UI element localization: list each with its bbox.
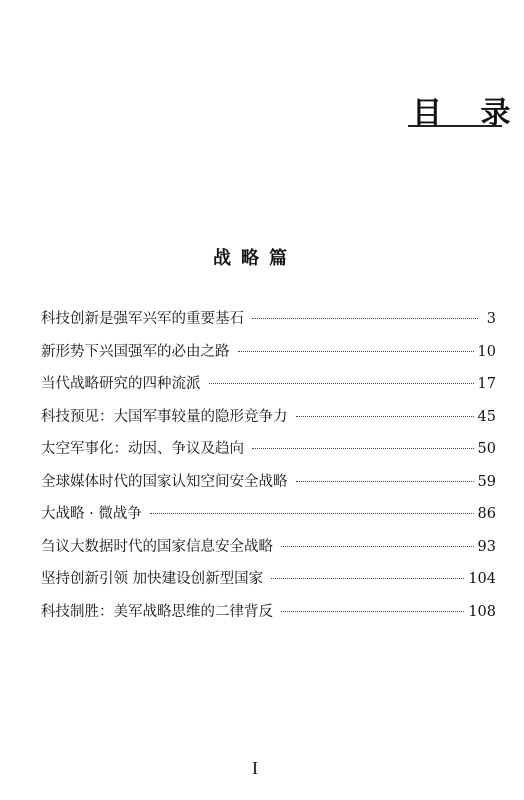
toc-entry-page: 93 bbox=[477, 538, 496, 555]
dot-leader bbox=[271, 578, 464, 579]
toc-entry-title: 科技制胜：美军战略思维的二律背反 bbox=[41, 603, 273, 620]
toc-entry-title: 新形势下兴国强军的必由之路 bbox=[41, 343, 230, 360]
toc-entry[interactable] bbox=[41, 473, 496, 506]
toc-entry[interactable] bbox=[41, 538, 496, 571]
toc-entry-page: 59 bbox=[477, 473, 496, 490]
toc-entry[interactable] bbox=[41, 375, 496, 408]
dot-leader bbox=[252, 448, 474, 449]
toc-entry-page: 108 bbox=[468, 603, 496, 620]
table-of-contents bbox=[41, 310, 496, 635]
toc-entry-title: 刍议大数据时代的国家信息安全战略 bbox=[41, 538, 273, 555]
heading-underline bbox=[408, 125, 502, 127]
toc-entry-title: 科技创新是强军兴军的重要基石 bbox=[41, 311, 244, 327]
toc-entry-title: 全球媒体时代的国家认知空间安全战略 bbox=[41, 473, 288, 490]
dot-leader bbox=[150, 513, 474, 514]
toc-entry[interactable] bbox=[41, 440, 496, 473]
toc-heading: 目 录 bbox=[412, 96, 524, 131]
toc-entry[interactable] bbox=[41, 570, 496, 603]
toc-entry-title: 太空军事化：动因、争议及趋向 bbox=[41, 441, 244, 457]
toc-entry-page: 45 bbox=[477, 408, 496, 425]
toc-entry-page: 104 bbox=[468, 571, 496, 587]
dot-leader bbox=[252, 318, 478, 319]
toc-entry[interactable] bbox=[41, 603, 496, 636]
toc-entry-title: 科技预见：大国军事较量的隐形竞争力 bbox=[41, 408, 288, 425]
toc-entry-title: 当代战略研究的四种流派 bbox=[41, 376, 201, 392]
toc-entry-page: 17 bbox=[477, 376, 496, 392]
page-number: I bbox=[252, 758, 258, 778]
dot-leader bbox=[296, 416, 474, 417]
dot-leader bbox=[209, 383, 474, 384]
toc-entry[interactable] bbox=[41, 343, 496, 376]
dot-leader bbox=[281, 611, 464, 612]
toc-entry[interactable] bbox=[41, 408, 496, 441]
toc-entry-title: 大战略 · 微战争 bbox=[41, 506, 142, 522]
section-title: 战略篇 bbox=[213, 248, 297, 269]
toc-entry-page: 86 bbox=[477, 506, 496, 522]
toc-entry-page: 3 bbox=[486, 311, 496, 327]
toc-entry-title: 坚持创新引领 加快建设创新型国家 bbox=[41, 571, 264, 587]
toc-entry[interactable] bbox=[41, 505, 496, 538]
toc-entry-page: 10 bbox=[477, 343, 496, 360]
dot-leader bbox=[238, 351, 474, 352]
dot-leader bbox=[281, 546, 474, 547]
dot-leader bbox=[296, 481, 474, 482]
toc-entry-page: 50 bbox=[477, 441, 496, 457]
toc-entry[interactable] bbox=[41, 310, 496, 343]
